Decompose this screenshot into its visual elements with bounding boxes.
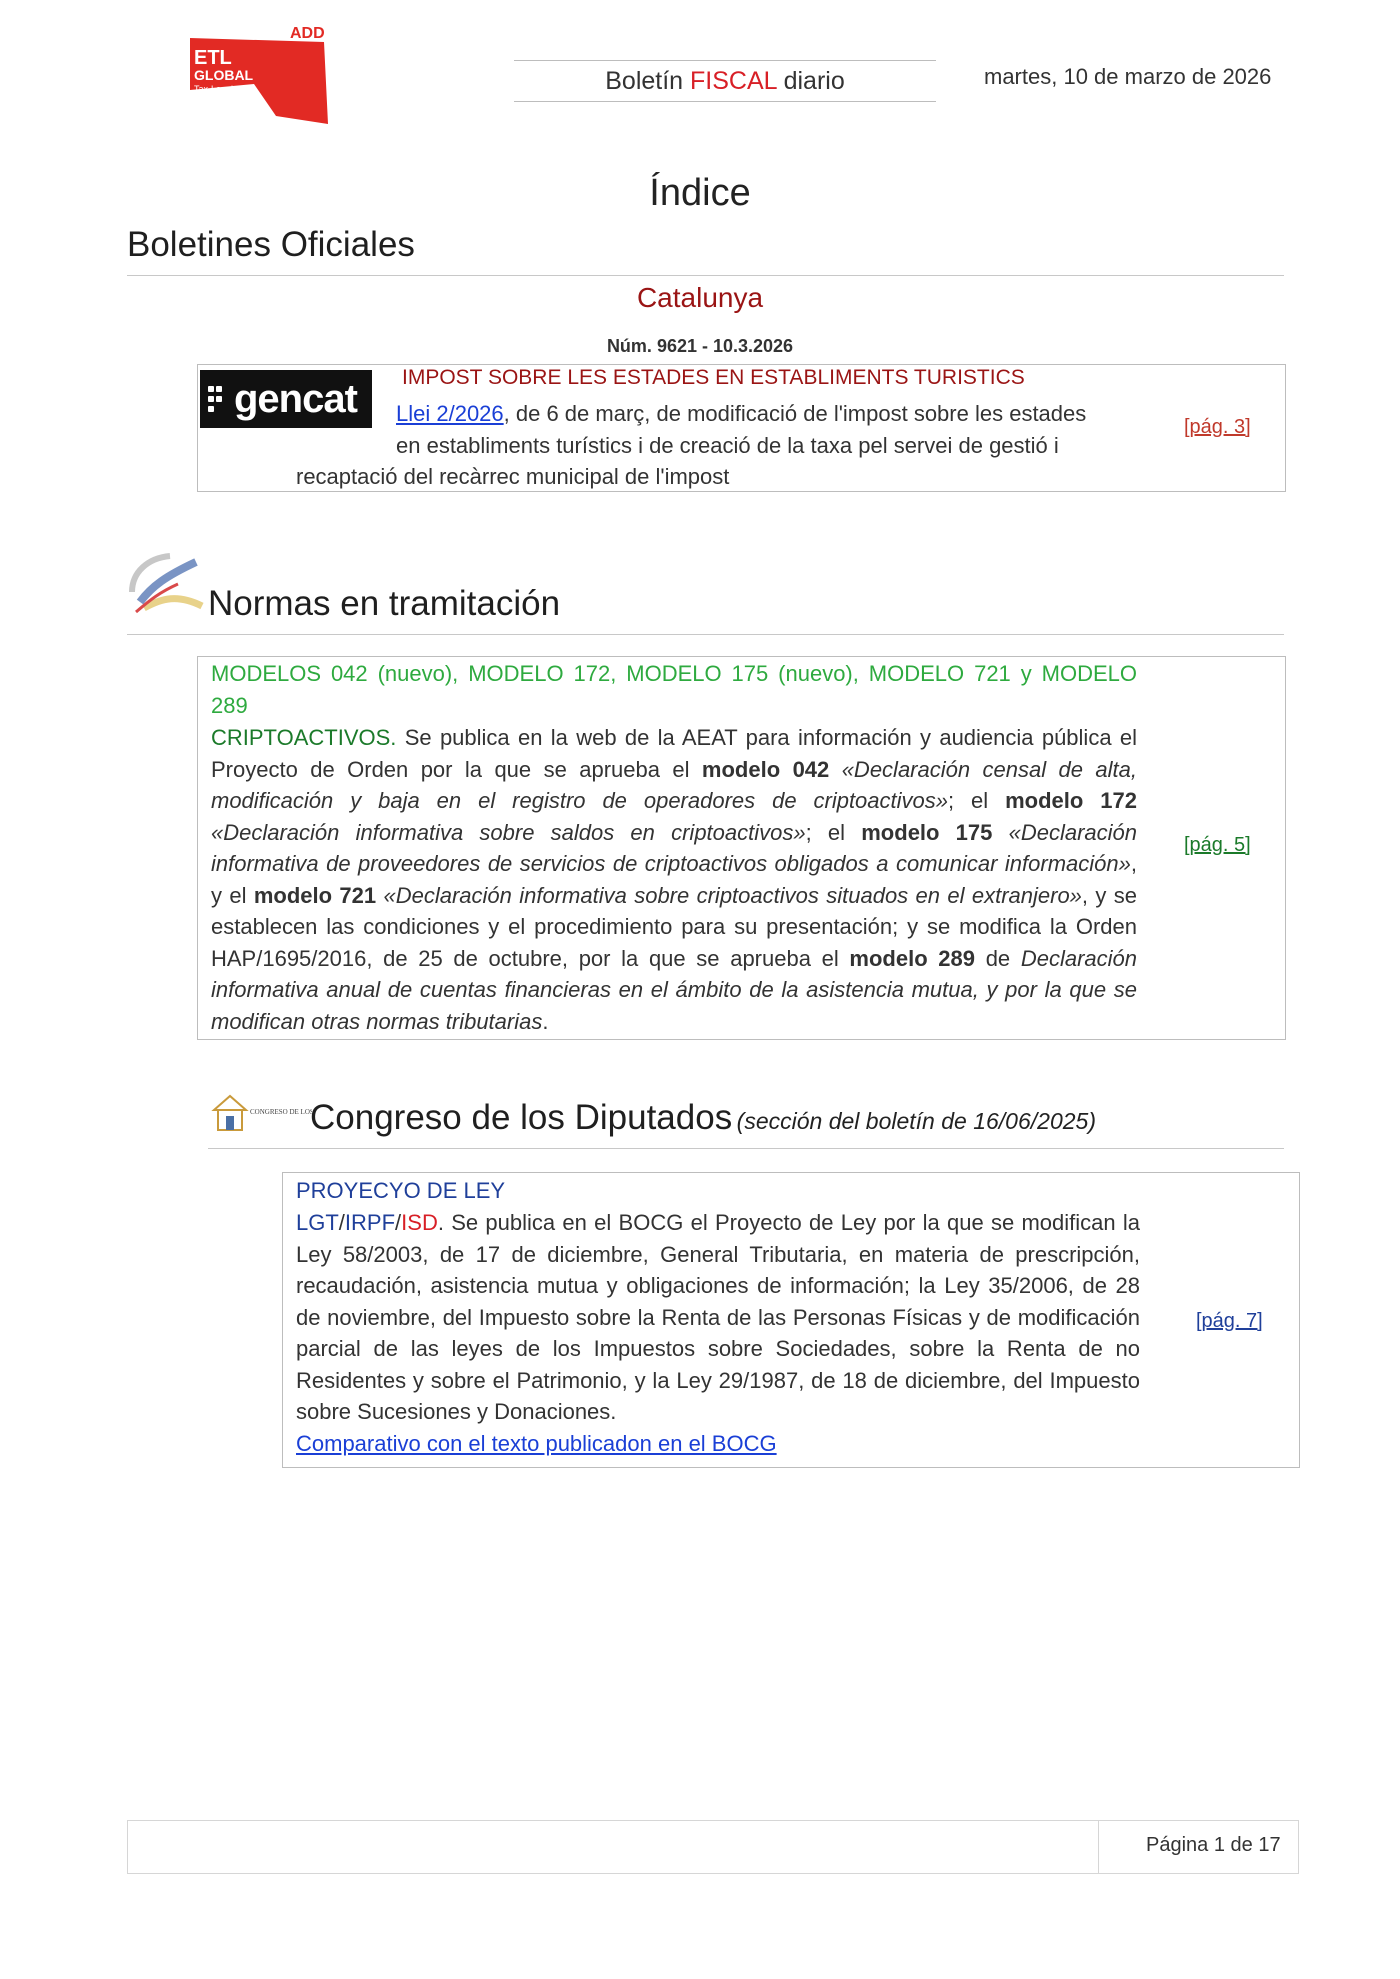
region-heading: Catalunya [636, 282, 764, 313]
gencat-logo [200, 370, 372, 428]
modelo-289: modelo 289 [849, 945, 976, 971]
bulletin-title-part2: diario [776, 67, 845, 95]
entry-title-gencat: IMPOST SOBRE LES ESTADES EN ESTABLIMENTS TURISTICS [402, 366, 1025, 389]
global-label: GLOBAL [194, 67, 254, 83]
modelo-175: modelo 175 [861, 819, 993, 845]
section-heading-normas: Normas en tramitación [208, 584, 561, 623]
entry-body-gencat-text1: , de 6 de març, de modificació de l'impost sobre les estades [503, 401, 1087, 426]
taxlegal-label: Tax-Legal [194, 84, 234, 94]
section-rule [208, 1148, 1284, 1149]
text-run: de [975, 945, 1021, 971]
bulletin-title-part1: Boletín [605, 67, 691, 95]
aeat-logo [126, 548, 206, 620]
page-link-3[interactable]: [pág. 3] [1184, 416, 1251, 438]
entry-body-gencat-line2: en establiments turístics i de creació de la taxa pel servei de gestió i [396, 433, 1059, 458]
tag-sep: / [395, 1210, 402, 1235]
entry-lead-criptoactivos: CRIPTOACTIVOS. [211, 725, 397, 750]
entry-body-congreso-text: Se publica en el BOCG el Proyecto de Ley por la que se modifican la Ley 58/2003, de 17 de diciembre, General Tributaria, en materia de prescripción, recaudación, asistencia mutua y obligaciones de información; la Ley 35/2006, de 28 de noviembre, del Impuesto sobre la Renta de las Personas Físicas y de modificación parcial de las leyes de los Impuestos sobre Sociedades, sobre la Renta de no Residentes y sobre el Patrimonio, y la Ley 29/1987, de 18 de diciembre, del Impuesto sobre Sucesiones y Donaciones. [296, 1210, 1140, 1424]
entry-body-gencat-line3: recaptació del recàrrec municipal de l'impost [296, 464, 730, 489]
text-run: «Declaración informativa de proveedores de servicios de criptoactivos obligados a comunicar información» [211, 819, 1137, 876]
llei-link[interactable]: Llei 2/2026 [396, 401, 504, 426]
text-run: «Declaración informativa sobre criptoactivos situados en el extranjero» [376, 882, 1082, 908]
entry-body-gencat-line1 [396, 398, 1136, 430]
index-title: Índice [649, 172, 751, 214]
modelo-172: modelo 172 [1005, 788, 1137, 813]
section-rule [127, 275, 1284, 276]
congreso-heading-note: (sección del boletín de 16/06/2025) [736, 1108, 1096, 1134]
text-run: . [542, 1008, 549, 1034]
gencat-logo-text: gencat [234, 377, 357, 421]
text-run: «Declaración censal de alta, modificación y baja en el registro de operadores de criptoactivos» [211, 756, 1138, 813]
congreso-heading-text: Congreso de los Diputados [310, 1098, 733, 1137]
bulletin-number: Núm. 9621 - 10.3.2026 [606, 336, 794, 356]
modelo-721: modelo 721 [253, 882, 377, 908]
text-run: , y se establecen las condiciones y el procedimiento para su presentación; y se modifica la Orden HAP/1695/2016, de 25 de octubre, por la que se aprueba el [211, 882, 1137, 971]
footer-divider [1098, 1820, 1099, 1874]
congreso-logo [210, 1092, 312, 1136]
entry-body-congreso [296, 1207, 1140, 1459]
page-link-7[interactable]: [pág. 7] [1196, 1310, 1263, 1332]
etl-global-logo [184, 24, 330, 124]
text-run: , y el [211, 851, 1137, 908]
text-run: ; el [805, 819, 862, 845]
page-number: Página 1 de 17 [1146, 1834, 1281, 1856]
entry-title-modelos: MODELOS 042 (nuevo), MODELO 172, MODELO 175 (nuevo), MODELO 721 y MODELO 289 [211, 661, 1137, 718]
gencat-dots-icon [208, 384, 230, 414]
footer-box [127, 1820, 1299, 1874]
entry-title-proyecto: PROYECYO DE LEY [296, 1178, 506, 1203]
congreso-logo-text: CONGRESO DE LOS [250, 1108, 312, 1116]
section-rule [127, 634, 1284, 635]
tag-sep: / [338, 1210, 345, 1235]
bulletin-title [514, 60, 936, 102]
tag-dot: . [437, 1210, 444, 1235]
tag-isd: ISD [401, 1210, 438, 1235]
text-run: Declaración informativa anual de cuentas financieras en el ámbito de la asistencia mutua, y por la que se modifican otras normas tributarias [211, 945, 1138, 1034]
tag-lgt: LGT [296, 1210, 339, 1235]
bulletin-date: martes, 10 de marzo de 2026 [984, 64, 1272, 89]
bulletin-title-fiscal: FISCAL [690, 67, 777, 95]
text-run: ; el [948, 788, 1006, 813]
entry-body-criptoactivos [211, 722, 1137, 1037]
page-link-5[interactable]: [pág. 5] [1184, 834, 1251, 856]
comparativo-link[interactable]: Comparativo con el texto publicadon en el BOCG [296, 1430, 777, 1456]
section-heading-congreso [310, 1098, 1096, 1138]
modelo-042: modelo 042 [701, 756, 830, 782]
add-label: ADD [290, 25, 325, 42]
section-heading-boletines: Boletines Oficiales [127, 225, 415, 264]
etl-label: ETL [194, 47, 232, 69]
tag-irpf: IRPF [344, 1210, 396, 1235]
text-run: Se publica en la web de la AEAT para información y audiencia pública el Proyecto de Orden por la que se aprueba el [211, 725, 1137, 782]
text-run: «Declaración informativa sobre saldos en criptoactivos» [211, 819, 806, 845]
